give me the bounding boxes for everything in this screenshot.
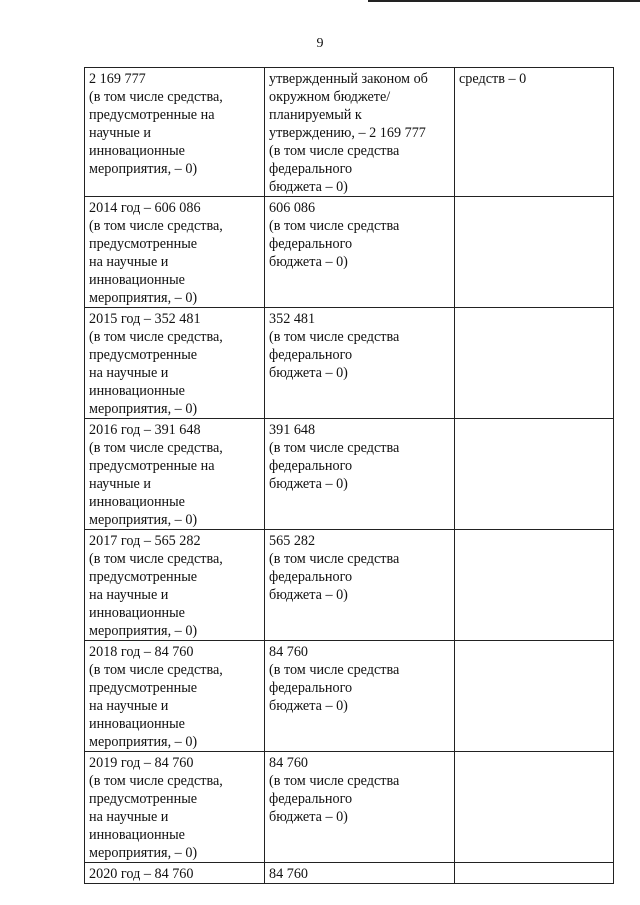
funding-total-cell: 2 169 777 (в том числе средства, предусмотренные на научные и инновационные мероприятия, – 0) xyxy=(85,68,265,197)
table-row xyxy=(85,68,614,197)
year-funding-cell: 2016 год – 391 648 (в том числе средства, предусмотренные на научные и инновационные мероприятия, – 0) xyxy=(85,419,265,530)
budget-source-cell: утвержденный законом об окружном бюджете/ планируемый к утверждению, – 2 169 777 (в том числе средства федерального бюджета – 0) xyxy=(265,68,455,197)
budget-source-cell: 84 760 xyxy=(265,863,455,884)
year-funding-cell: 2017 год – 565 282 (в том числе средства, предусмотренные на научные и инновационные мероприятия, – 0) xyxy=(85,530,265,641)
other-sources-cell xyxy=(455,308,614,419)
other-sources-cell xyxy=(455,641,614,752)
year-funding-cell: 2019 год – 84 760 (в том числе средства, предусмотренные на научные и инновационные мероприятия, – 0) xyxy=(85,752,265,863)
table-row xyxy=(85,752,614,863)
budget-table xyxy=(84,67,614,884)
budget-source-cell: 391 648 (в том числе средства федерального бюджета – 0) xyxy=(265,419,455,530)
year-funding-cell: 2020 год – 84 760 xyxy=(85,863,265,884)
other-sources-cell xyxy=(455,863,614,884)
other-sources-cell xyxy=(455,530,614,641)
budget-source-cell: 565 282 (в том числе средства федерального бюджета – 0) xyxy=(265,530,455,641)
other-sources-cell xyxy=(455,752,614,863)
other-sources-cell xyxy=(455,419,614,530)
other-sources-cell xyxy=(455,197,614,308)
table-row xyxy=(85,419,614,530)
page-number: 9 xyxy=(316,36,324,51)
table-row xyxy=(85,530,614,641)
table-row xyxy=(85,863,614,884)
year-funding-cell: 2014 год – 606 086 (в том числе средства, предусмотренные на научные и инновационные мероприятия, – 0) xyxy=(85,197,265,308)
budget-source-cell: 606 086 (в том числе средства федерального бюджета – 0) xyxy=(265,197,455,308)
year-funding-cell: 2018 год – 84 760 (в том числе средства, предусмотренные на научные и инновационные мероприятия, – 0) xyxy=(85,641,265,752)
year-funding-cell: 2015 год – 352 481 (в том числе средства, предусмотренные на научные и инновационные мероприятия, – 0) xyxy=(85,308,265,419)
top-rule xyxy=(368,0,640,2)
budget-source-cell: 84 760 (в том числе средства федерального бюджета – 0) xyxy=(265,752,455,863)
table-row xyxy=(85,641,614,752)
other-sources-cell: средств – 0 xyxy=(455,68,614,197)
table-row xyxy=(85,308,614,419)
budget-source-cell: 352 481 (в том числе средства федерального бюджета – 0) xyxy=(265,308,455,419)
budget-source-cell: 84 760 (в том числе средства федерального бюджета – 0) xyxy=(265,641,455,752)
table-row xyxy=(85,197,614,308)
